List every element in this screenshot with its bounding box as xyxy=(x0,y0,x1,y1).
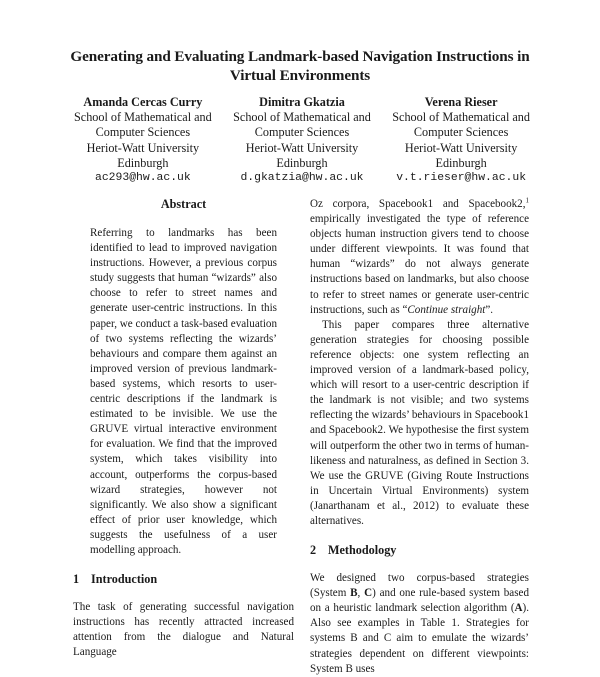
section-heading-introduction xyxy=(73,572,294,586)
abstract-text: Referring to landmarks has been identified to lead to improved navigation instructions. However, a previous corpus study suggests that human “wizards” also choose to refer to street names and generate user-centric instructions. In this paper, we conduct a task-based evaluation of two systems reflecting the wizards’ behaviours and compare them against an improved version of previous landmark-based systems, which resorts to user-centric descriptions if the landmark is estimated to be invisible. We use the GRUVE virtual interactive environment for evaluation. We find that the improved system, which takes visibility into account, outperforms the corpus-based wizard strategies, however not significantly. We also show a significant effect of prior user knowledge, which suggests the usefulness of a user modelling approach. xyxy=(90,227,277,556)
author-city: Edinburgh xyxy=(435,155,487,170)
author-institution: Heriot-Watt University xyxy=(404,140,518,155)
system-label: C xyxy=(364,587,373,600)
author-name: Dimitra Gkatzia xyxy=(259,95,345,109)
author-city: Edinburgh xyxy=(117,155,169,170)
paper-title: Generating and Evaluating Landmark-based Navigation Instructions in Virtual Environments xyxy=(70,48,530,84)
text-run: Oz corpora, Spacebook1 and Spacebook2, xyxy=(310,198,526,210)
author-affiliation: Computer Sciences xyxy=(413,125,509,140)
author-institution: Heriot-Watt University xyxy=(245,140,359,155)
section-heading-methodology xyxy=(310,543,529,557)
author-affiliation: Computer Sciences xyxy=(254,125,350,140)
methodology-paragraph xyxy=(310,571,529,677)
abstract-heading: Abstract xyxy=(160,197,207,211)
introduction-continued-paragraph xyxy=(310,197,529,318)
author-email[interactable]: ac293@hw.ac.uk xyxy=(95,172,191,185)
system-label: B xyxy=(350,587,358,600)
author-3 xyxy=(392,95,530,186)
author-institution: Heriot-Watt University xyxy=(86,140,200,155)
text-run: ) and one rule-based system based on a heuristic landmark selection algorithm ( xyxy=(310,587,530,615)
section-number: 2 xyxy=(310,543,317,558)
author-affiliation: School of Mathematical and xyxy=(233,110,371,125)
footnote-marker[interactable]: 1 xyxy=(525,196,529,205)
right-column xyxy=(310,197,529,677)
text-run: ). Also see examples in Table 1. Strategies for systems B and C aim to emulate the wizards’ strategies dependent on different viewpoints: System B uses xyxy=(310,602,529,675)
author-name: Verena Rieser xyxy=(424,95,498,109)
text-run: We designed two corpus-based strategies (System xyxy=(310,572,529,600)
section-number: 1 xyxy=(73,572,80,587)
author-2 xyxy=(233,95,371,186)
section-title: Introduction xyxy=(91,572,158,587)
author-affiliation: Computer Sciences xyxy=(95,125,191,140)
introduction-paragraph: The task of generating successful navigation instructions has recently attracted increased attention from the dialogue and Natural Language xyxy=(73,601,294,659)
introduction-paragraph-2: This paper compares three alternative generation strategies for choosing possible reference objects: one system reflecting an improved version of a landmark-based policy, which will resort to a user-centric description if the landmark is not visible; and two systems reflecting the wizards’ behaviours in Spacebook1 and Spacebook2. We hypothesise the first system will outperform the other two in terms of human-likeness and naturalness, as defined in Section 3. We use the GRUVE (Giving Route Instructions in Uncertain Virtual Environments) system (Janarthanam et al., 2012) to evaluate these alternatives. xyxy=(310,318,529,527)
author-city: Edinburgh xyxy=(276,155,328,170)
text-run: ”. xyxy=(485,303,494,316)
author-block xyxy=(74,95,530,186)
left-column xyxy=(73,197,294,660)
system-label: A xyxy=(514,602,523,615)
text-run: , xyxy=(357,587,365,600)
author-affiliation: School of Mathematical and xyxy=(74,110,212,125)
author-affiliation: School of Mathematical and xyxy=(392,110,530,125)
author-email[interactable]: v.t.rieser@hw.ac.uk xyxy=(396,172,527,185)
author-email[interactable]: d.gkatzia@hw.ac.uk xyxy=(240,172,364,185)
text-run: empirically investigated the type of reference objects human instruction givers tend to choose under different viewpoints. It was found that human “wizards” do not always generate instructions based on landmarks, but also choose to refer to street names or generate user-centric instructions, such as “ xyxy=(310,213,529,316)
section-title: Methodology xyxy=(328,543,397,558)
quoted-instruction: Continue straight xyxy=(407,303,486,316)
author-name: Amanda Cercas Curry xyxy=(83,95,203,109)
author-1 xyxy=(74,95,212,186)
